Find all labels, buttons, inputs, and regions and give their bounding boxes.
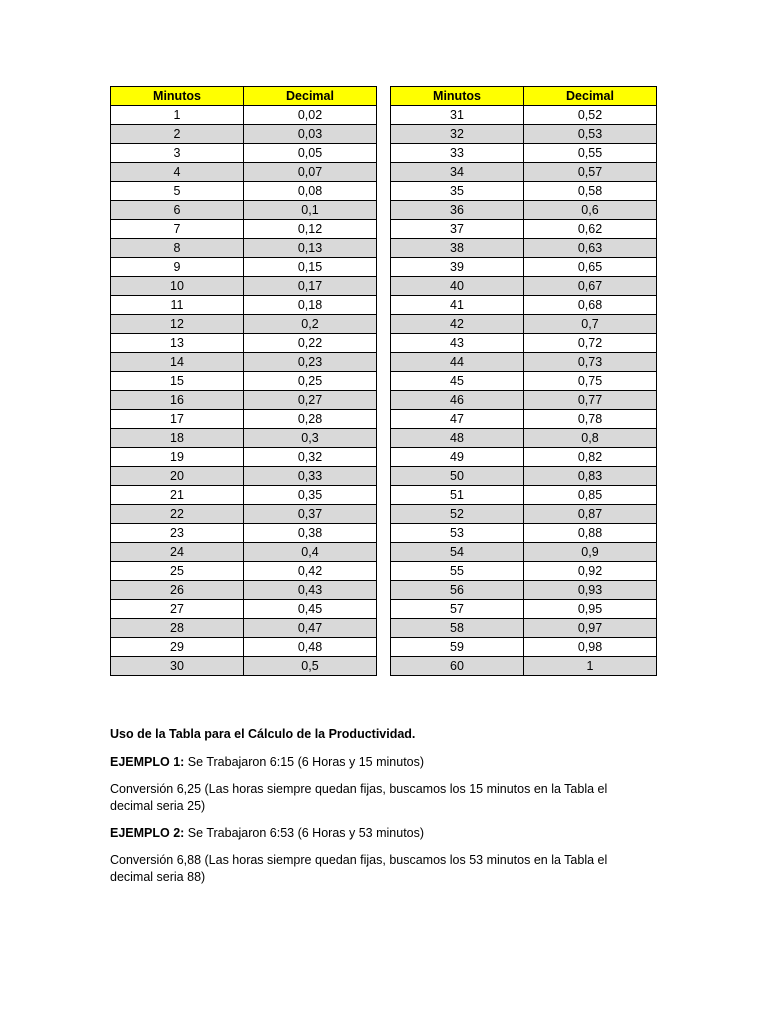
notes-heading: Uso de la Tabla para el Cálculo de la Productividad.	[110, 727, 416, 741]
table-row	[111, 505, 377, 524]
conversion-table-right	[390, 86, 657, 676]
table-row	[111, 619, 377, 638]
cell-decimal: 0,28	[244, 410, 377, 429]
cell-minutos: 17	[111, 410, 244, 429]
cell-minutos: 56	[391, 581, 524, 600]
table-row	[391, 543, 657, 562]
example-1-text: Se Trabajaron 6:15 (6 Horas y 15 minutos)	[184, 755, 425, 769]
cell-decimal: 0,12	[244, 220, 377, 239]
table-header-row	[391, 87, 657, 106]
cell-minutos: 2	[111, 125, 244, 144]
cell-decimal: 0,25	[244, 372, 377, 391]
cell-minutos: 48	[391, 429, 524, 448]
cell-decimal: 0,18	[244, 296, 377, 315]
cell-decimal: 0,52	[524, 106, 657, 125]
cell-decimal: 0,67	[524, 277, 657, 296]
table-row	[111, 334, 377, 353]
cell-decimal: 0,87	[524, 505, 657, 524]
cell-minutos: 5	[111, 182, 244, 201]
table-body-right	[391, 106, 657, 676]
cell-decimal: 0,05	[244, 144, 377, 163]
cell-decimal: 0,02	[244, 106, 377, 125]
cell-minutos: 23	[111, 524, 244, 543]
cell-minutos: 47	[391, 410, 524, 429]
cell-minutos: 26	[111, 581, 244, 600]
table-row	[391, 486, 657, 505]
cell-decimal: 0,98	[524, 638, 657, 657]
header-minutos: Minutos	[391, 87, 524, 106]
cell-minutos: 12	[111, 315, 244, 334]
cell-minutos: 52	[391, 505, 524, 524]
cell-minutos: 22	[111, 505, 244, 524]
table-row	[111, 106, 377, 125]
table-header-row	[111, 87, 377, 106]
cell-minutos: 28	[111, 619, 244, 638]
example-1	[110, 754, 640, 771]
cell-decimal: 0,82	[524, 448, 657, 467]
cell-decimal: 0,55	[524, 144, 657, 163]
table-row	[111, 562, 377, 581]
cell-minutos: 39	[391, 258, 524, 277]
cell-minutos: 32	[391, 125, 524, 144]
table-row	[111, 239, 377, 258]
cell-minutos: 43	[391, 334, 524, 353]
cell-minutos: 59	[391, 638, 524, 657]
table-row	[111, 391, 377, 410]
table-row	[111, 277, 377, 296]
cell-minutos: 50	[391, 467, 524, 486]
cell-minutos: 16	[111, 391, 244, 410]
cell-minutos: 14	[111, 353, 244, 372]
table-row	[391, 467, 657, 486]
cell-decimal: 0,93	[524, 581, 657, 600]
cell-decimal: 0,72	[524, 334, 657, 353]
cell-decimal: 0,27	[244, 391, 377, 410]
cell-decimal: 0,47	[244, 619, 377, 638]
cell-decimal: 0,75	[524, 372, 657, 391]
cell-minutos: 42	[391, 315, 524, 334]
cell-decimal: 1	[524, 657, 657, 676]
cell-decimal: 0,85	[524, 486, 657, 505]
cell-minutos: 9	[111, 258, 244, 277]
cell-decimal: 0,77	[524, 391, 657, 410]
cell-decimal: 0,08	[244, 182, 377, 201]
cell-decimal: 0,6	[524, 201, 657, 220]
table-row	[391, 258, 657, 277]
table-row	[111, 638, 377, 657]
table-row	[391, 201, 657, 220]
cell-minutos: 15	[111, 372, 244, 391]
table-row	[111, 486, 377, 505]
table-row	[391, 391, 657, 410]
cell-decimal: 0,88	[524, 524, 657, 543]
table-row	[111, 372, 377, 391]
cell-decimal: 0,83	[524, 467, 657, 486]
cell-decimal: 0,3	[244, 429, 377, 448]
example-2-text: Se Trabajaron 6:53 (6 Horas y 53 minutos)	[184, 826, 425, 840]
table-row	[391, 638, 657, 657]
table-row	[111, 581, 377, 600]
cell-minutos: 24	[111, 543, 244, 562]
cell-minutos: 51	[391, 486, 524, 505]
cell-decimal: 0,15	[244, 258, 377, 277]
cell-minutos: 30	[111, 657, 244, 676]
example-2	[110, 825, 640, 842]
table-row	[391, 125, 657, 144]
table-row	[391, 524, 657, 543]
cell-minutos: 4	[111, 163, 244, 182]
table-row	[111, 410, 377, 429]
table-row	[391, 353, 657, 372]
table-row	[111, 448, 377, 467]
cell-minutos: 34	[391, 163, 524, 182]
cell-decimal: 0,1	[244, 201, 377, 220]
cell-decimal: 0,03	[244, 125, 377, 144]
cell-decimal: 0,22	[244, 334, 377, 353]
header-decimal: Decimal	[244, 87, 377, 106]
table-row	[391, 163, 657, 182]
cell-minutos: 38	[391, 239, 524, 258]
cell-decimal: 0,37	[244, 505, 377, 524]
cell-minutos: 37	[391, 220, 524, 239]
table-body-left	[111, 106, 377, 676]
cell-minutos: 10	[111, 277, 244, 296]
table-row	[111, 600, 377, 619]
cell-minutos: 57	[391, 600, 524, 619]
cell-minutos: 36	[391, 201, 524, 220]
table-row	[391, 315, 657, 334]
cell-minutos: 11	[111, 296, 244, 315]
cell-decimal: 0,5	[244, 657, 377, 676]
table-row	[391, 334, 657, 353]
cell-minutos: 53	[391, 524, 524, 543]
cell-minutos: 27	[111, 600, 244, 619]
cell-decimal: 0,62	[524, 220, 657, 239]
table-row	[111, 353, 377, 372]
cell-decimal: 0,35	[244, 486, 377, 505]
table-row	[391, 296, 657, 315]
table-row	[391, 372, 657, 391]
cell-decimal: 0,7	[524, 315, 657, 334]
cell-minutos: 58	[391, 619, 524, 638]
cell-minutos: 44	[391, 353, 524, 372]
table-row	[391, 505, 657, 524]
header-minutos: Minutos	[111, 87, 244, 106]
cell-minutos: 7	[111, 220, 244, 239]
table-row	[391, 144, 657, 163]
table-row	[391, 600, 657, 619]
table-row	[391, 562, 657, 581]
table-row	[391, 106, 657, 125]
cell-decimal: 0,8	[524, 429, 657, 448]
table-row	[391, 619, 657, 638]
table-row	[391, 429, 657, 448]
table-row	[111, 220, 377, 239]
table-row	[111, 524, 377, 543]
cell-decimal: 0,48	[244, 638, 377, 657]
cell-decimal: 0,13	[244, 239, 377, 258]
cell-minutos: 54	[391, 543, 524, 562]
table-row	[391, 410, 657, 429]
usage-notes	[110, 726, 640, 896]
cell-decimal: 0,95	[524, 600, 657, 619]
cell-decimal: 0,42	[244, 562, 377, 581]
cell-decimal: 0,9	[524, 543, 657, 562]
table-row	[391, 581, 657, 600]
table-row	[111, 296, 377, 315]
cell-minutos: 21	[111, 486, 244, 505]
table-row	[111, 467, 377, 486]
example-1-conversion: Conversión 6,25 (Las horas siempre quedan fijas, buscamos los 15 minutos en la Tabla el decimal seria 25)	[110, 782, 608, 813]
table-row	[391, 277, 657, 296]
table-row	[111, 543, 377, 562]
conversion-table-left	[110, 86, 377, 676]
table-row	[111, 657, 377, 676]
cell-decimal: 0,23	[244, 353, 377, 372]
cell-decimal: 0,45	[244, 600, 377, 619]
cell-decimal: 0,38	[244, 524, 377, 543]
table-row	[391, 448, 657, 467]
cell-decimal: 0,4	[244, 543, 377, 562]
cell-decimal: 0,57	[524, 163, 657, 182]
cell-minutos: 49	[391, 448, 524, 467]
cell-decimal: 0,32	[244, 448, 377, 467]
table-row	[391, 239, 657, 258]
cell-minutos: 31	[391, 106, 524, 125]
cell-minutos: 40	[391, 277, 524, 296]
cell-decimal: 0,65	[524, 258, 657, 277]
cell-decimal: 0,07	[244, 163, 377, 182]
cell-minutos: 35	[391, 182, 524, 201]
cell-minutos: 60	[391, 657, 524, 676]
cell-minutos: 45	[391, 372, 524, 391]
cell-decimal: 0,17	[244, 277, 377, 296]
cell-decimal: 0,73	[524, 353, 657, 372]
cell-minutos: 29	[111, 638, 244, 657]
cell-decimal: 0,68	[524, 296, 657, 315]
cell-minutos: 1	[111, 106, 244, 125]
cell-minutos: 20	[111, 467, 244, 486]
cell-decimal: 0,63	[524, 239, 657, 258]
table-row	[111, 163, 377, 182]
cell-decimal: 0,43	[244, 581, 377, 600]
header-decimal: Decimal	[524, 87, 657, 106]
cell-decimal: 0,92	[524, 562, 657, 581]
cell-minutos: 19	[111, 448, 244, 467]
table-row	[391, 220, 657, 239]
cell-minutos: 55	[391, 562, 524, 581]
table-row	[391, 182, 657, 201]
table-row	[111, 315, 377, 334]
table-row	[111, 125, 377, 144]
example-2-label: EJEMPLO 2:	[110, 826, 185, 840]
table-row	[111, 201, 377, 220]
cell-minutos: 18	[111, 429, 244, 448]
table-row	[111, 258, 377, 277]
cell-minutos: 8	[111, 239, 244, 258]
cell-decimal: 0,2	[244, 315, 377, 334]
cell-decimal: 0,33	[244, 467, 377, 486]
cell-minutos: 41	[391, 296, 524, 315]
cell-decimal: 0,97	[524, 619, 657, 638]
cell-decimal: 0,78	[524, 410, 657, 429]
example-1-label: EJEMPLO 1:	[110, 755, 185, 769]
cell-minutos: 46	[391, 391, 524, 410]
table-row	[111, 144, 377, 163]
cell-minutos: 6	[111, 201, 244, 220]
example-2-conversion: Conversión 6,88 (Las horas siempre quedan fijas, buscamos los 53 minutos en la Tabla el decimal seria 88)	[110, 853, 608, 884]
table-row	[391, 657, 657, 676]
cell-minutos: 25	[111, 562, 244, 581]
cell-minutos: 13	[111, 334, 244, 353]
table-row	[111, 182, 377, 201]
cell-decimal: 0,53	[524, 125, 657, 144]
cell-minutos: 3	[111, 144, 244, 163]
table-row	[111, 429, 377, 448]
cell-decimal: 0,58	[524, 182, 657, 201]
cell-minutos: 33	[391, 144, 524, 163]
